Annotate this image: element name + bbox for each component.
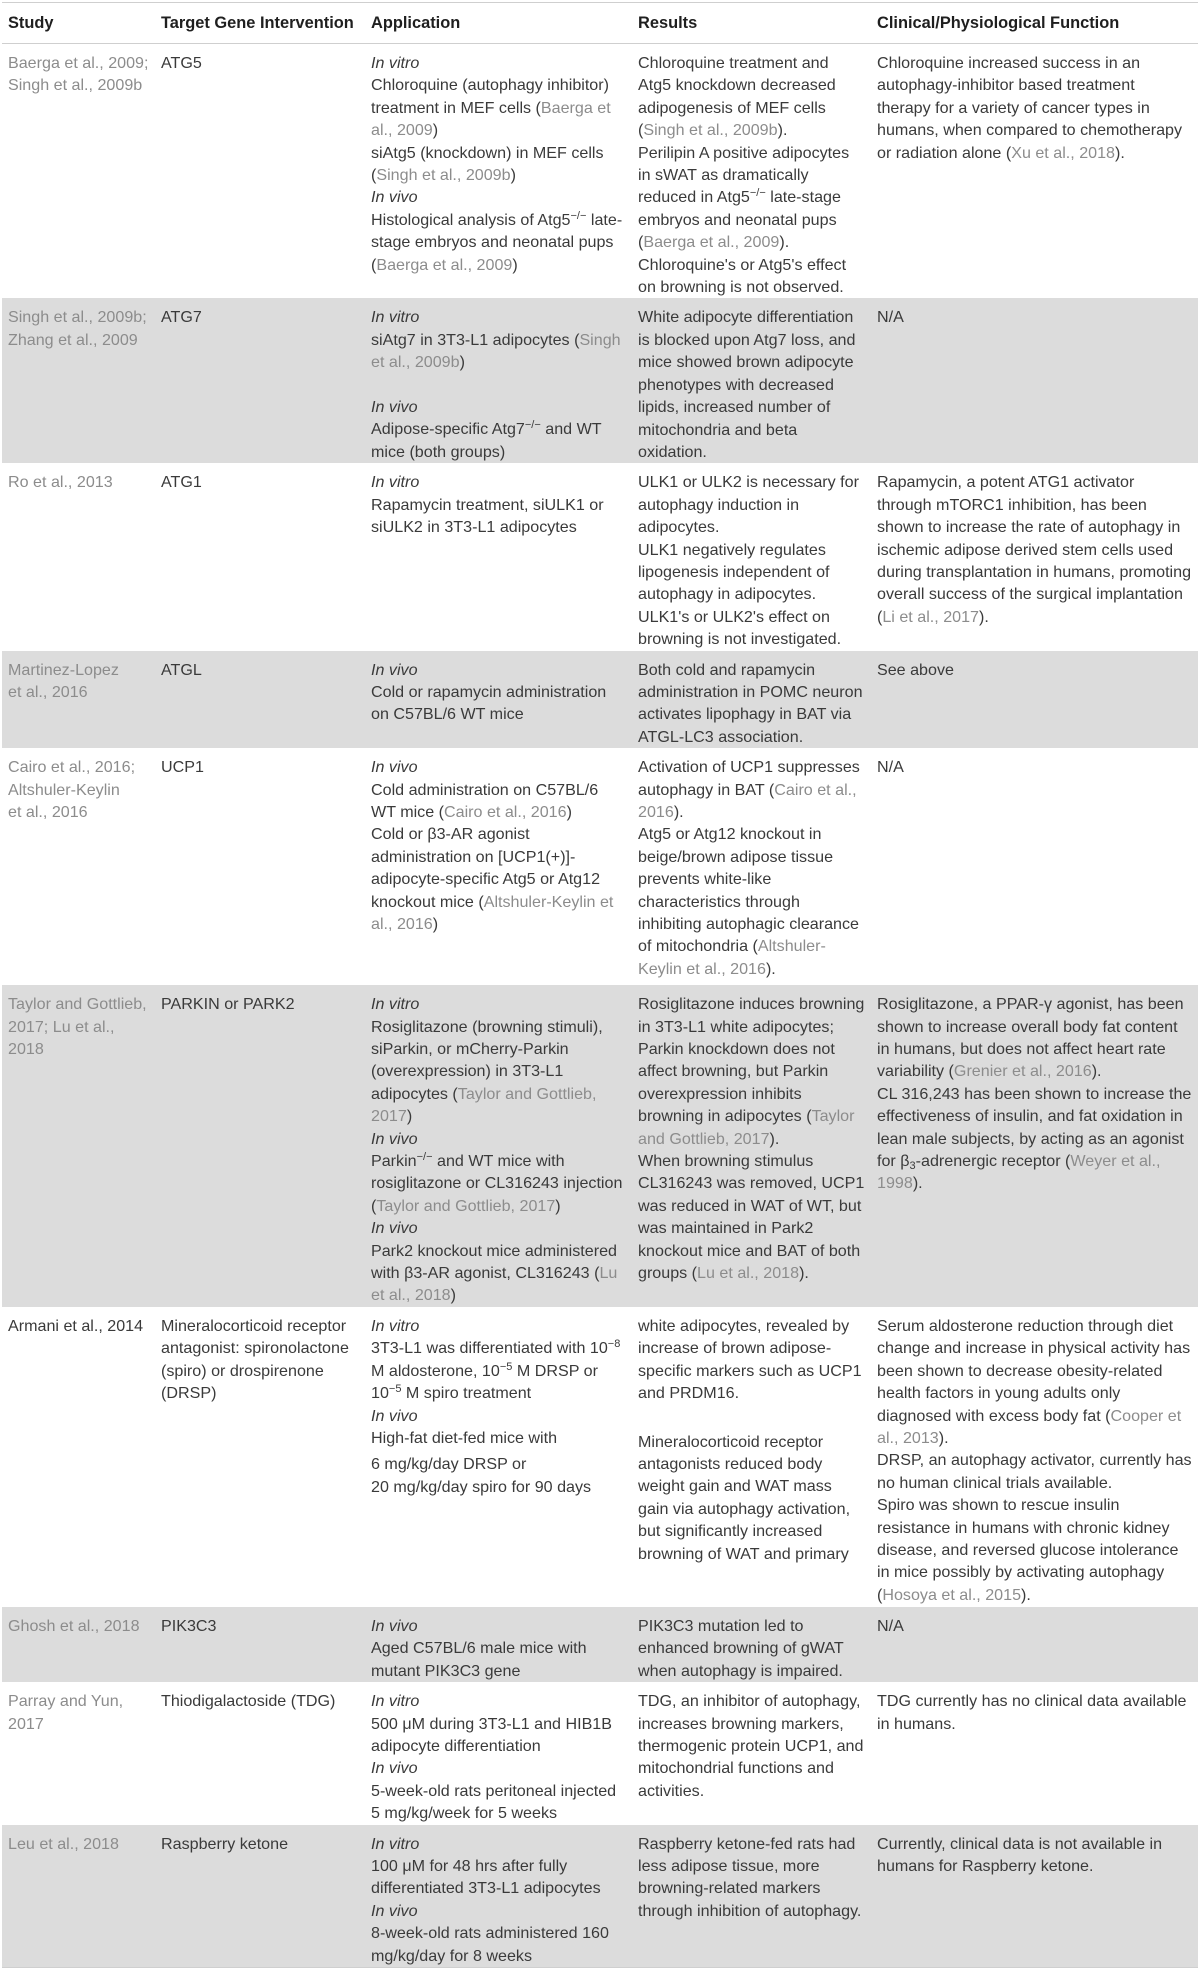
study-cell bbox=[2, 1607, 155, 1682]
application-cell bbox=[365, 463, 632, 650]
study-citation: Armani et al., 2014 bbox=[8, 1316, 144, 1335]
superscript: −/− bbox=[416, 1151, 433, 1164]
clinical-text: Rosiglitazone, a PPAR-γ agonist, has been shown to increase overall body fat content in humans, but does not affect heart rate variability ( bbox=[877, 995, 1184, 1081]
result-text: When browning stimulus CL316243 was removed, UCP1 was reduced in WAT of WT, but was maintained in Park2 knockout mice and BAT of both groups ( bbox=[638, 1152, 865, 1283]
target-cell: ATGL bbox=[155, 651, 365, 749]
citation-link[interactable]: Cairo et al., 2016 bbox=[444, 803, 567, 821]
results-cell: Raspberry ketone-fed rats had less adipose tissue, more browning-related markers through inhibition of autophagy. bbox=[632, 1825, 871, 1968]
citation-link[interactable]: Altshuler-Keylin et al., 2016 bbox=[371, 892, 614, 934]
citation-link[interactable]: Li et al., 2017 bbox=[882, 607, 979, 626]
result-text: ). bbox=[799, 1264, 809, 1283]
citation-link[interactable]: Taylor and Gottlieb, 2017 bbox=[376, 1196, 556, 1215]
app-text: Cold or rapamycin administration on C57BL/6 WT mice bbox=[371, 682, 607, 724]
result-text: ). bbox=[777, 121, 788, 140]
result-text: Chloroquine's or Atg5's effect on browning is not observed. bbox=[638, 255, 847, 297]
study-citation[interactable]: Parray and Yun, bbox=[8, 1692, 124, 1711]
study-citation[interactable]: Ro et al., 2013 bbox=[8, 473, 113, 492]
superscript: −/− bbox=[749, 187, 766, 200]
result-text: Perilipin A positive adipocytes in sWAT as dramatically reduced in Atg5 bbox=[638, 143, 850, 207]
citation-link[interactable]: Cairo et al., 2016 bbox=[638, 780, 857, 821]
citation-link[interactable]: Lu et al., 2018 bbox=[371, 1264, 618, 1305]
header-row bbox=[2, 3, 1198, 44]
citation-link[interactable]: Lu et al., 2018 bbox=[697, 1264, 800, 1283]
superscript: −/− bbox=[570, 209, 587, 222]
clinical-cell: N/A bbox=[871, 1607, 1198, 1682]
clinical-text: Chloroquine increased success in an autophagy-inhibitor based treatment therapy for a variety of cancer types in humans, when compared to chemotherapy or radiation alone ( bbox=[877, 54, 1183, 162]
application-cell bbox=[365, 985, 632, 1307]
result-text: white adipocytes, revealed by increase of brown adipose-specific markers such as UCP1 and PRDM16. bbox=[638, 1316, 862, 1403]
results-cell bbox=[632, 44, 871, 299]
app-text: Rapamycin treatment, siULK1 or siULK2 in 3T3-L1 adipocytes bbox=[371, 495, 604, 537]
clinical-cell: N/A bbox=[871, 298, 1198, 463]
study-citation[interactable]: Martinez-Lopez bbox=[8, 660, 119, 679]
clinical-cell: Currently, clinical data is not available in humans for Raspberry ketone. bbox=[871, 1825, 1198, 1968]
clinical-cell bbox=[871, 463, 1198, 650]
citation-link[interactable]: Hosoya et al., 2015 bbox=[882, 1585, 1022, 1604]
header-study: Study bbox=[2, 3, 155, 44]
header-target: Target Gene Intervention bbox=[155, 3, 365, 44]
clinical-cell bbox=[871, 44, 1198, 299]
in-vitro-label: In vitro bbox=[371, 308, 420, 327]
app-text: Cold administration on C57BL/6 WT mice ( bbox=[371, 780, 599, 821]
app-text: Adipose-specific Atg7 bbox=[371, 420, 525, 439]
app-text: 500 μM during 3T3-L1 and HIB1B adipocyte differentiation bbox=[371, 1714, 612, 1755]
study-citation[interactable]: Cairo et al., 2016; bbox=[8, 758, 136, 777]
in-vitro-label: In vitro bbox=[371, 54, 420, 72]
clinical-cell: TDG currently has no clinical data available in humans. bbox=[871, 1682, 1198, 1824]
in-vivo-label: In vivo bbox=[371, 1616, 418, 1635]
app-text: M spiro treatment bbox=[401, 1384, 532, 1403]
application-cell bbox=[365, 1307, 632, 1607]
superscript: −/− bbox=[524, 419, 541, 432]
target-cell: ATG7 bbox=[155, 298, 365, 463]
in-vivo-label: In vivo bbox=[371, 188, 418, 207]
results-cell bbox=[632, 1307, 871, 1607]
clinical-text: DRSP, an autophagy activator, currently has no human clinical trials available. bbox=[877, 1451, 1192, 1492]
result-text: Activation of UCP1 suppresses autophagy in BAT ( bbox=[638, 758, 860, 799]
citation-link[interactable]: Baerga et al., 2009 bbox=[643, 233, 780, 252]
in-vitro-label: In vitro bbox=[371, 1692, 420, 1711]
in-vitro-label: In vitro bbox=[371, 1834, 420, 1853]
study-cell bbox=[2, 748, 155, 985]
citation-link[interactable]: Xu et al., 2018 bbox=[1011, 143, 1115, 162]
table-row bbox=[2, 985, 1198, 1307]
study-citation[interactable]: 2017 bbox=[8, 1714, 44, 1733]
app-text: 100 μM for 48 hrs after fully differentiated 3T3-L1 adipocytes bbox=[371, 1856, 601, 1898]
citation-link[interactable]: Grenier et al., 2016 bbox=[953, 1062, 1092, 1081]
results-cell bbox=[632, 985, 871, 1307]
clinical-text: Rapamycin, a potent ATG1 activator through mTORC1 inhibition, has been shown to increase the rate of autophagy in ischemic adipose derived stem cells used during transplantation in humans, promoting overall success of the surgical implantation ( bbox=[877, 473, 1192, 626]
clinical-text: -adrenergic receptor ( bbox=[915, 1152, 1071, 1171]
table-row bbox=[2, 748, 1198, 985]
study-cell bbox=[2, 1307, 155, 1607]
clinical-cell: See above bbox=[871, 651, 1198, 749]
app-text: ) bbox=[510, 166, 516, 185]
result-text: Atg5 or Atg12 knockout in beige/brown adipose tissue prevents white-like characteristics through inhibiting autophagic clearance of mitochondria ( bbox=[638, 825, 859, 956]
citation-link[interactable]: Altshuler-Keylin et al., 2016 bbox=[638, 937, 826, 978]
app-text: 20 mg/kg/day spiro for 90 days bbox=[371, 1477, 592, 1496]
app-text: ) bbox=[555, 1196, 561, 1215]
in-vitro-label: In vitro bbox=[371, 1316, 420, 1335]
header-application: Application bbox=[365, 3, 632, 44]
app-text: siAtg7 in 3T3-L1 adipocytes ( bbox=[371, 330, 580, 349]
citation-link[interactable]: Singh et al., 2009b bbox=[371, 330, 621, 372]
table-row bbox=[2, 1682, 1198, 1824]
citation-link[interactable]: Singh et al., 2009b bbox=[376, 166, 511, 185]
superscript: −5 bbox=[388, 1383, 402, 1396]
app-text: Aged C57BL/6 male mice with mutant PIK3C3 gene bbox=[371, 1639, 587, 1680]
application-cell bbox=[365, 1607, 632, 1682]
result-text: ). bbox=[765, 959, 776, 978]
target-cell: PARKIN or PARK2 bbox=[155, 985, 365, 1307]
results-cell: White adipocyte differentiation is blocked upon Atg7 loss, and mice showed brown adipocyte phenotypes with decreased lipids, increased number of mitochondria and beta oxidation. bbox=[632, 298, 871, 463]
app-text: ) bbox=[450, 1286, 456, 1305]
results-cell: PIK3C3 mutation led to enhanced browning of gWAT when autophagy is impaired. bbox=[632, 1607, 871, 1682]
result-text: Chloroquine treatment and Atg5 knockdown decreased adipogenesis of MEF cells ( bbox=[638, 54, 836, 140]
target-cell: Thiodigalactoside (TDG) bbox=[155, 1682, 365, 1824]
app-text: and WT mice with rosiglitazone or CL316243 injection ( bbox=[371, 1152, 623, 1215]
clinical-text: ). bbox=[1091, 1062, 1102, 1081]
clinical-text: ). bbox=[979, 607, 989, 626]
results-cell bbox=[632, 463, 871, 650]
study-citation[interactable]: et al., 2016 bbox=[8, 803, 88, 821]
in-vivo-label: In vivo bbox=[371, 660, 418, 679]
target-cell: Raspberry ketone bbox=[155, 1825, 365, 1968]
target-cell: UCP1 bbox=[155, 748, 365, 985]
clinical-text: ). bbox=[1021, 1585, 1031, 1604]
application-cell bbox=[365, 748, 632, 985]
in-vivo-label: In vivo bbox=[371, 1406, 418, 1425]
app-text: Histological analysis of Atg5 bbox=[371, 210, 571, 229]
result-text: ). bbox=[779, 233, 790, 252]
app-text: Chloroquine (autophagy inhibitor) treatment in MEF cells ( bbox=[371, 76, 609, 117]
autophagy-browning-table bbox=[2, 2, 1198, 1968]
result-text: ). bbox=[673, 803, 684, 821]
target-cell: Mineralocorticoid receptor antagonist: spironolactone (spiro) or drospirenone (DRSP) bbox=[155, 1307, 365, 1607]
study-citation[interactable]: Leu et al., 2018 bbox=[8, 1834, 119, 1853]
in-vitro-label: In vitro bbox=[371, 995, 420, 1014]
result-text: Rosiglitazone induces browning in 3T3-L1 white adipocytes; Parkin knockdown does not affect browning, but Parkin overexpression inhibits browning in adipocytes ( bbox=[638, 995, 865, 1126]
subscript: 3 bbox=[909, 1160, 916, 1173]
app-text: High-fat diet-fed mice with bbox=[371, 1428, 558, 1447]
application-cell bbox=[365, 651, 632, 749]
clinical-text: CL 316,243 has been shown to increase the effectiveness of insulin, and fat oxidation in lean male subjects, by acting as an agonist for β bbox=[877, 1084, 1192, 1171]
app-text: 6 mg/kg/day DRSP or bbox=[371, 1455, 527, 1474]
clinical-text: ). bbox=[912, 1174, 923, 1193]
study-cell bbox=[2, 1825, 155, 1968]
study-cell bbox=[2, 463, 155, 650]
table-row bbox=[2, 1307, 1198, 1607]
app-text: late-stage embryos and neonatal pups ( bbox=[371, 210, 623, 274]
superscript: −5 bbox=[499, 1360, 513, 1373]
clinical-text: ). bbox=[938, 1428, 949, 1447]
study-citation[interactable]: Ghosh et al., 2018 bbox=[8, 1616, 140, 1635]
app-text: ) bbox=[432, 121, 439, 140]
table-row bbox=[2, 298, 1198, 463]
table-row bbox=[2, 1825, 1198, 1968]
app-text: ) bbox=[566, 803, 572, 821]
citation-link[interactable]: Taylor and Gottlieb, 2017 bbox=[371, 1084, 597, 1126]
study-citation[interactable]: Singh et al., 2009b; bbox=[8, 308, 147, 327]
in-vivo-label: In vivo bbox=[371, 1129, 418, 1148]
clinical-text: Serum aldosterone reduction through diet change and increase in physical activity has been shown to decrease obesity-related health factors in young adults only diagnosed with excess body fat ( bbox=[877, 1316, 1191, 1425]
study-citation[interactable]: 2017; Lu et al., bbox=[8, 1017, 115, 1036]
target-cell: ATG1 bbox=[155, 463, 365, 650]
study-citation[interactable]: 2018 bbox=[8, 1040, 44, 1058]
target-cell: PIK3C3 bbox=[155, 1607, 365, 1682]
in-vivo-label: In vivo bbox=[371, 1759, 418, 1778]
study-citation[interactable]: Baerga et al., 2009; bbox=[8, 54, 149, 72]
result-text: ULK1 or ULK2 is necessary for autophagy induction in adipocytes. bbox=[638, 473, 859, 537]
app-text: siAtg5 (knockdown) in MEF cells ( bbox=[371, 143, 604, 185]
app-text: ) bbox=[459, 353, 465, 372]
citation-link[interactable]: Cooper et al., 2013 bbox=[877, 1406, 1182, 1447]
result-text: Mineralocorticoid receptor antagonists reduced body weight gain and WAT mass gain via autophagy activation, but significantly increased browning of WAT and primary bbox=[638, 1432, 851, 1563]
citation-link[interactable]: Taylor and Gottlieb, 2017 bbox=[638, 1107, 855, 1148]
app-text: M DRSP or 10 bbox=[371, 1361, 598, 1403]
result-text: late-stage embryos and neonatal pups ( bbox=[638, 188, 841, 252]
results-cell: Both cold and rapamycin administration in POMC neuron activates lipophagy in BAT via ATGL-LC3 association. bbox=[632, 651, 871, 749]
clinical-cell bbox=[871, 985, 1198, 1307]
clinical-cell: N/A bbox=[871, 748, 1198, 985]
table-row bbox=[2, 463, 1198, 650]
superscript: −8 bbox=[607, 1338, 621, 1351]
app-text: M aldosterone, 10 bbox=[371, 1361, 500, 1380]
result-text: ULK1's or ULK2's effect on browning is not investigated. bbox=[638, 607, 842, 649]
app-text: ) bbox=[512, 255, 518, 274]
results-cell: TDG, an inhibitor of autophagy, increases browning markers, thermogenic protein UCP1, and mitochondrial functions and activities. bbox=[632, 1682, 871, 1824]
app-text: Park2 knockout mice administered with β3-AR agonist, CL316243 ( bbox=[371, 1241, 617, 1283]
application-cell bbox=[365, 1825, 632, 1968]
study-citation[interactable]: Taylor and Gottlieb, bbox=[8, 995, 147, 1014]
app-text: 5-week-old rats peritoneal injected 5 mg/kg/week for 5 weeks bbox=[371, 1781, 617, 1823]
app-text: 8-week-old rats administered 160 mg/kg/day for 8 weeks bbox=[371, 1924, 609, 1965]
application-cell bbox=[365, 1682, 632, 1824]
study-citation[interactable]: Singh et al., 2009b bbox=[8, 76, 143, 95]
study-cell bbox=[2, 985, 155, 1307]
header-results: Results bbox=[632, 3, 871, 44]
app-text: Rosiglitazone (browning stimuli), siParkin, or mCherry-Parkin (overexpression) in 3T3-L1 adipocytes ( bbox=[371, 1017, 603, 1103]
table-row bbox=[2, 44, 1198, 299]
application-cell bbox=[365, 298, 632, 463]
study-cell bbox=[2, 44, 155, 299]
study-cell bbox=[2, 651, 155, 749]
clinical-text: Spiro was shown to rescue insulin resistance in humans with chronic kidney disease, and reversed glucose intolerance in mice possibly by activating autophagy ( bbox=[877, 1496, 1179, 1604]
study-citation[interactable]: Altshuler-Keylin bbox=[8, 780, 120, 799]
table-row bbox=[2, 1607, 1198, 1682]
header-clinical: Clinical/Physiological Function bbox=[871, 3, 1198, 44]
app-text: Parkin bbox=[371, 1152, 417, 1171]
citation-link[interactable]: Baerga et al., 2009 bbox=[371, 98, 611, 140]
citation-link[interactable]: Baerga et al., 2009 bbox=[376, 255, 513, 274]
in-vitro-label: In vitro bbox=[371, 473, 420, 492]
study-citation[interactable]: Zhang et al., 2009 bbox=[8, 330, 138, 349]
in-vivo-label: In vivo bbox=[371, 758, 418, 777]
app-text: 3T3-L1 was differentiated with 10 bbox=[371, 1339, 608, 1358]
app-text: Cold or β3-AR agonist administration on [UCP1(+)]-adipocyte-specific Atg5 or Atg12 knockout mice ( bbox=[371, 825, 601, 911]
app-text: and WT mice (both groups) bbox=[371, 420, 602, 461]
app-text: ) bbox=[406, 1107, 413, 1126]
in-vivo-label: In vivo bbox=[371, 1219, 418, 1238]
clinical-text: ). bbox=[1115, 143, 1125, 162]
study-citation[interactable]: et al., 2016 bbox=[8, 682, 88, 701]
application-cell bbox=[365, 44, 632, 299]
study-cell bbox=[2, 298, 155, 463]
app-text: ) bbox=[432, 915, 439, 934]
result-text: ). bbox=[769, 1129, 780, 1148]
citation-link[interactable]: Weyer et al., 1998 bbox=[877, 1152, 1161, 1193]
target-cell: ATG5 bbox=[155, 44, 365, 299]
results-cell bbox=[632, 748, 871, 985]
clinical-cell bbox=[871, 1307, 1198, 1607]
study-cell bbox=[2, 1682, 155, 1824]
table-row bbox=[2, 651, 1198, 749]
in-vivo-label: In vivo bbox=[371, 397, 418, 416]
citation-link[interactable]: Singh et al., 2009b bbox=[643, 121, 778, 140]
in-vivo-label: In vivo bbox=[371, 1901, 418, 1920]
result-text: ULK1 negatively regulates lipogenesis independent of autophagy in adipocytes. bbox=[638, 540, 830, 604]
